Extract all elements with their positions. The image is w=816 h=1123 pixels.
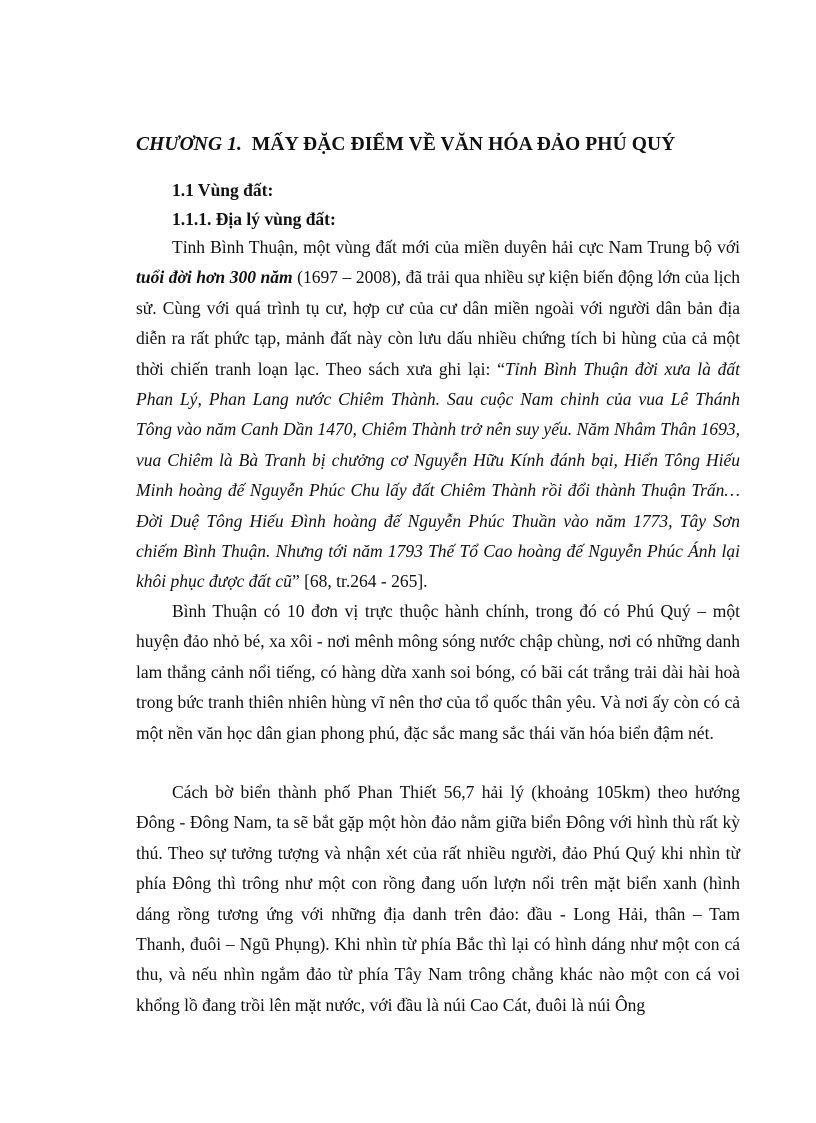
paragraph-3: Cách bờ biển thành phố Phan Thiết 56,7 hải lý (khoảng 105km) theo hướng Đông - Đông Nam, ta sẽ bắt gặp một hòn đảo nằm giữa biển Đông với hình thù rất kỳ thú. Theo sự tưởng tượng và nhận xét của rất nhiều người, đảo Phú Quý khi nhìn từ phía Đông thì trông như một con rồng đang uốn lượn nổi trên mặt biển xanh (hình dáng rồng tương ứng với những địa danh trên đảo: đầu - Long Hải, thân – Tam Thanh, đuôi – Ngũ Phụng). Khi nhìn từ phía Bắc thì lại có hình dáng như một con cá thu, và nếu nhìn ngắm đảo từ phía Tây Nam trông chẳng khác nào một con cá voi khổng lồ đang trồi lên mặt nước, với đầu là núi Cao Cát, đuôi là núi Ông: [136, 782, 740, 1015]
chapter-heading: [136, 134, 756, 156]
paragraph-1: [136, 232, 740, 597]
paragraph-1-emphasis: tuổi đời hơn 300 năm: [136, 267, 293, 288]
chapter-title: MẤY ĐẶC ĐIỂM VỀ VĂN HÓA ĐẢO PHÚ QUÝ: [251, 134, 676, 155]
paragraph-1-quote: Tỉnh Bình Thuận đời xưa là đất Phan Lý, Phan Lang nước Chiêm Thành. Sau cuộc Nam chinh của vua Lê Thánh Tông vào năm Canh Dần 1470, Chiêm Thành trở nên suy yếu. Năm Nhâm Thân 1693, vua Chiêm là Bà Tranh bị chưởng cơ Nguyễn Hữu Kính đánh bại, Hiển Tông Hiếu Minh hoàng đế Nguyễn Phúc Chu lấy đất Chiêm Thành rồi đổi thành Thuận Trấn…Đời Duệ Tông Hiếu Đình hoàng đế Nguyễn Phúc Thuần vào năm 1773, Tây Sơn chiếm Bình Thuận. Nhưng tới năm 1793 Thế Tổ Cao hoàng đế Nguyễn Phúc Ánh lại khôi phục được đất cũ: [136, 358, 740, 592]
paragraph-1-citation: ” [68, tr.264 - 265].: [291, 571, 428, 592]
section-heading-1-1: 1.1 Vùng đất:: [172, 180, 274, 200]
chapter-number: CHƯƠNG 1.: [136, 134, 242, 155]
paragraph-1-text-a: Tỉnh Bình Thuận, một vùng đất mới của miền duyên hải cực Nam Trung bộ với: [172, 237, 740, 257]
section-heading-1-1-1: 1.1.1. Địa lý vùng đất:: [172, 209, 336, 229]
paragraph-2: Bình Thuận có 10 đơn vị trực thuộc hành chính, trong đó có Phú Quý – một huyện đảo nhỏ bé, xa xôi - nơi mênh mông sóng nước chập chùng, nơi có những danh lam thắng cảnh nổi tiếng, có hàng dừa xanh soi bóng, có bãi cát trắng trải dài hài hoà trong bức tranh thiên nhiên hùng vĩ nên thơ của tổ quốc thân yêu. Và nơi ấy còn có cả một nền văn học dân gian phong phú, đặc sắc mang sắc thái văn hóa biển đậm nét.: [136, 601, 740, 743]
paragraph-1-text-c: (1697 – 2008), đã trải qua nhiều sự kiện biến động lớn của lịch sử. Cùng với quá trình tụ cư, hợp cư của cư dân miền ngoài với người dân bản địa diễn ra rất phức tạp, mảnh đất này còn lưu dấu nhiều chứng tích bi hùng của cả một thời chiến tranh loạn lạc. Theo sách xưa ghi lại: “: [136, 267, 740, 379]
